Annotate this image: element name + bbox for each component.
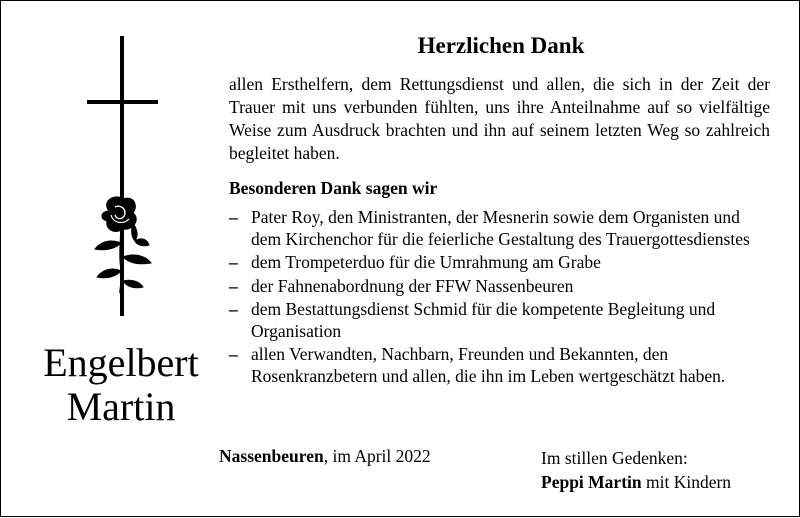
list-item — [229, 344, 773, 387]
list-item — [229, 299, 773, 342]
rose-icon — [75, 193, 165, 293]
place-date-text: , im April 2022 — [323, 446, 431, 466]
deceased-last-name: Martin — [66, 384, 176, 429]
intro-paragraph: allen Ersthelfern, dem Rettungsdienst und allen, die sich in der Zeit der Trauer mit uns verbunden fühlten, uns ihre Anteilnahme auf so vielfältige Weise zum Ausdruck brachten und ihn auf seinem letzten Weg so zahlreich begleitet haben. — [229, 74, 770, 163]
dash-marker: – — [229, 275, 238, 296]
list-item — [229, 252, 773, 274]
list-item-text: dem Trompeterduo für die Umrahmung am Grabe — [251, 252, 601, 272]
signature — [541, 446, 731, 494]
signature-name: Peppi Martin — [541, 472, 642, 492]
list-item — [229, 207, 773, 250]
dash-marker: – — [229, 207, 238, 227]
list-item-text: der Fahnenabordnung der FFW Nassenbeuren — [251, 275, 574, 296]
left-column — [1, 1, 216, 518]
dash-marker: – — [229, 344, 238, 364]
place-town: Nassenbeuren — [219, 446, 324, 466]
place-date — [219, 446, 431, 467]
thanks-heading: Herzlichen Dank — [417, 33, 585, 58]
list-item — [229, 276, 773, 298]
deceased-name — [21, 341, 221, 429]
list-item-text: allen Verwandten, Nachbarn, Freunden und Bekannten, den Rosenkranzbetern und allen, die ihn im Leben wertgeschätzt haben. — [251, 344, 726, 386]
signature-line: Im stillen Gedenken: — [541, 448, 688, 468]
special-thanks-heading: Besonderen Dank sagen wir — [229, 178, 438, 198]
signature-names — [541, 470, 731, 494]
signature-suffix: mit Kindern — [641, 472, 732, 492]
list-item-text: Pater Roy, den Ministranten, der Mesnerin sowie dem Organisten und dem Kirchenchor für die feierliche Gestaltung des Trauergottesdienstes — [251, 207, 750, 249]
list-item-text: dem Bestattungsdienst Schmid für die kompetente Begleitung und Organisation — [251, 299, 716, 341]
dash-marker: – — [229, 299, 238, 319]
dash-marker: – — [229, 252, 238, 272]
thanks-list — [229, 207, 773, 389]
deceased-first-name: Engelbert — [43, 340, 199, 385]
